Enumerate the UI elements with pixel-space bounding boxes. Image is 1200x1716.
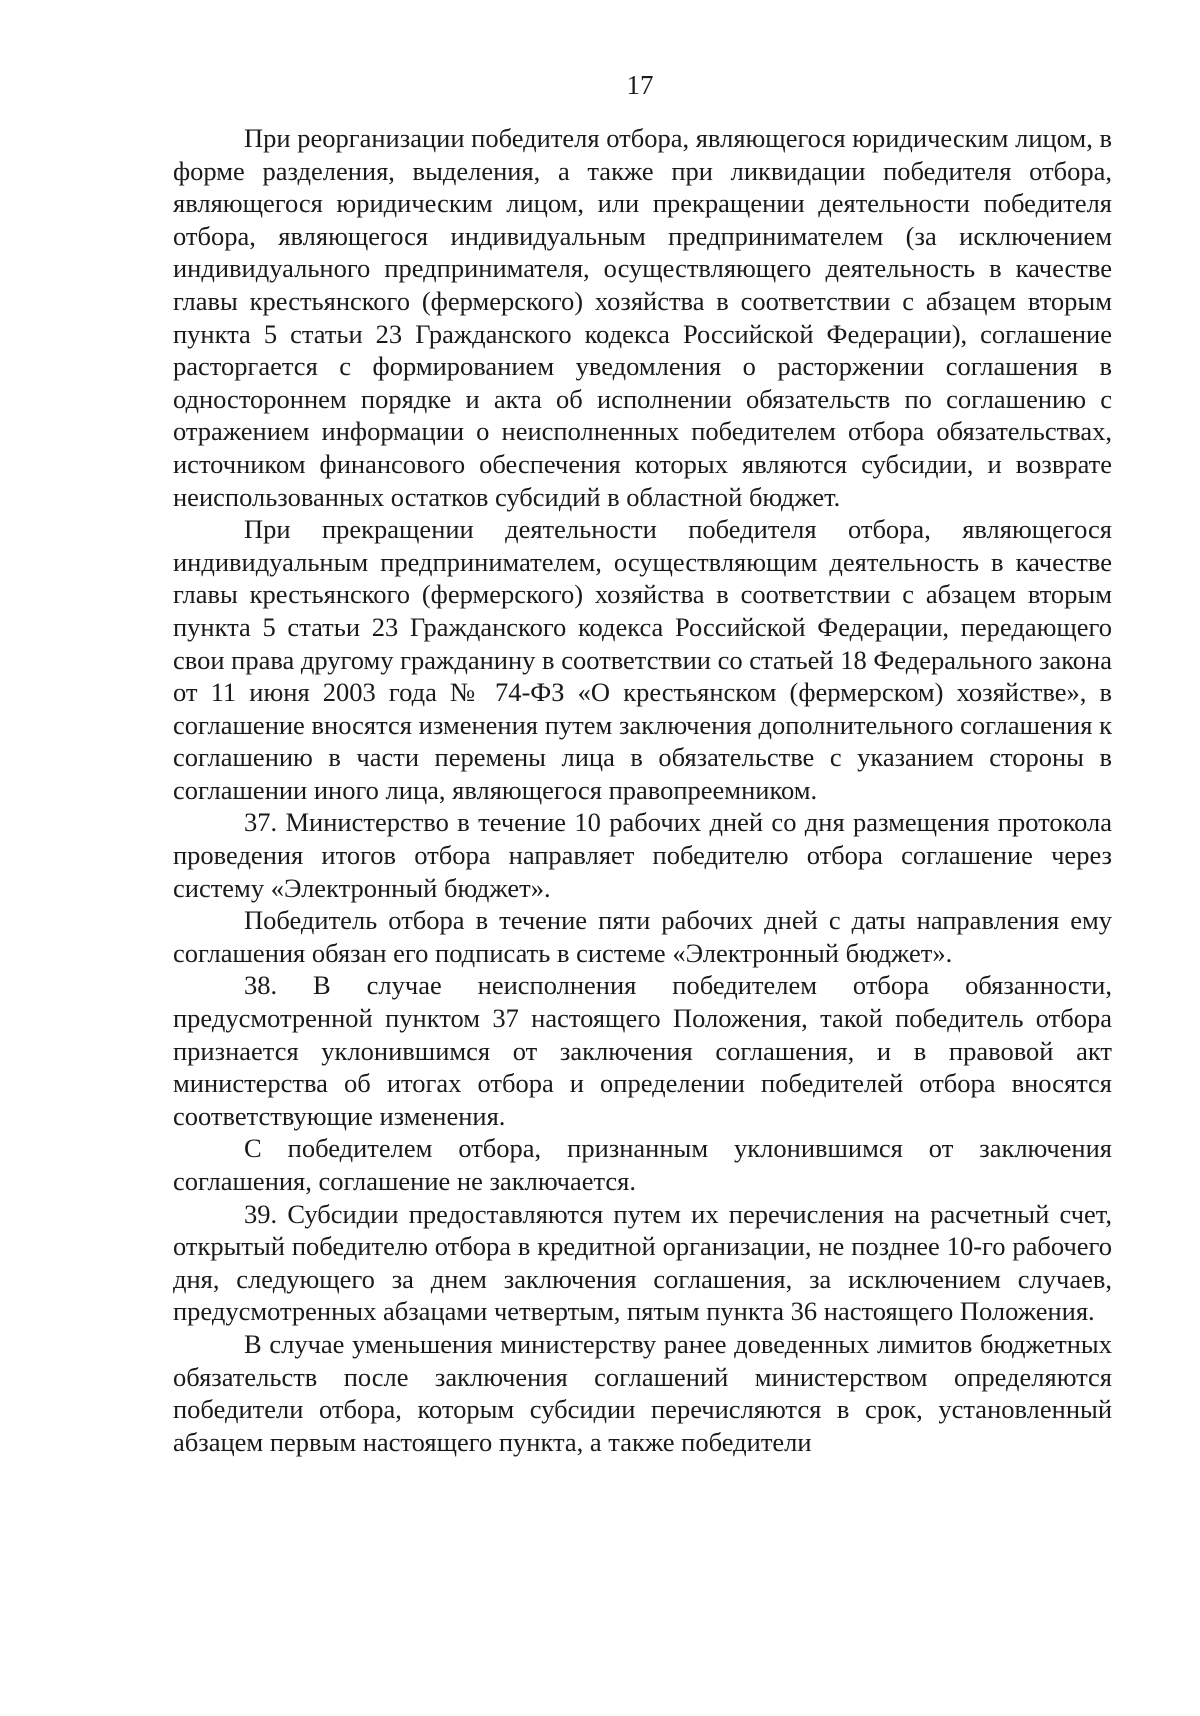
document-body (173, 122, 1112, 1458)
paragraph-termination: При прекращении деятельности победителя отбора, являющегося индивидуальным предпринимателем, осуществляющим деятельность в качестве главы крестьянского (фермерского) хозяйства в соответствии с абзацем вторым пункта 5 статьи 23 Гражданского кодекса Российской Федерации, передающего свои права другому гражданину в соответствии со статьей 18 Федерального закона от 11 июня 2003 года № 74-ФЗ «О крестьянском (фермерском) хозяйстве», в соглашение вносятся изменения путем заключения дополнительного соглашения к соглашению в части перемены лица в обязательстве с указанием стороны в соглашении иного лица, являющегося правопреемником. (173, 514, 1112, 805)
page-number: 17 (626, 70, 654, 100)
paragraph-37-signing: Победитель отбора в течение пяти рабочих дней с даты направления ему соглашения обязан его подписать в системе «Электронный бюджет». (173, 905, 1112, 968)
paragraph-reorganization: При реорганизации победителя отбора, являющегося юридическим лицом, в форме разделения, выделения, а также при ликвидации победителя отбора, являющегося юридическим лицом, или прекращении деятельности победителя отбора, являющегося индивидуальным предпринимателем (за исключением индивидуального предпринимателя, осуществляющего деятельность в качестве главы крестьянского (фермерского) хозяйства в соответствии с абзацем вторым пункта 5 статьи 23 Гражданского кодекса Российской Федерации), соглашение расторгается с формированием уведомления о расторжении соглашения в одностороннем порядке и акта об исполнении обязательств по соглашению с отражением информации о неисполненных победителем отбора обязательствах, источником финансового обеспечения которых являются субсидии, и возврате неиспользованных остатков субсидий в областной бюджет. (173, 123, 1112, 512)
paragraph-39-limits: В случае уменьшения министерству ранее доведенных лимитов бюджетных обязательств после заключения соглашений министерством определяются победители отбора, которым субсидии перечисляются в срок, установленный абзацем первым настоящего пункта, а также победители (173, 1328, 1112, 1457)
paragraph-38-no-agreement: С победителем отбора, признанным уклонившимся от заключения соглашения, соглашение не заключается. (173, 1133, 1112, 1196)
paragraph-39: 39. Субсидии предоставляются путем их перечисления на расчетный счет, открытый победителю отбора в кредитной организации, не позднее 10-го рабочего дня, следующего за днем заключения соглашения, за исключением случаев, предусмотренных абзацами четвертым, пятым пункта 36 настоящего Положения. (173, 1198, 1112, 1327)
paragraph-38: 38. В случае неисполнения победителем отбора обязанности, предусмотренной пунктом 37 настоящего Положения, такой победитель отбора признается уклонившимся от заключения соглашения, и в правовой акт министерства об итогах отбора и определении победителей отбора вносятся соответствующие изменения. (173, 970, 1112, 1131)
paragraph-37: 37. Министерство в течение 10 рабочих дней со дня размещения протокола проведения итогов отбора направляет победителю отбора соглашение через систему «Электронный бюджет». (173, 807, 1112, 903)
